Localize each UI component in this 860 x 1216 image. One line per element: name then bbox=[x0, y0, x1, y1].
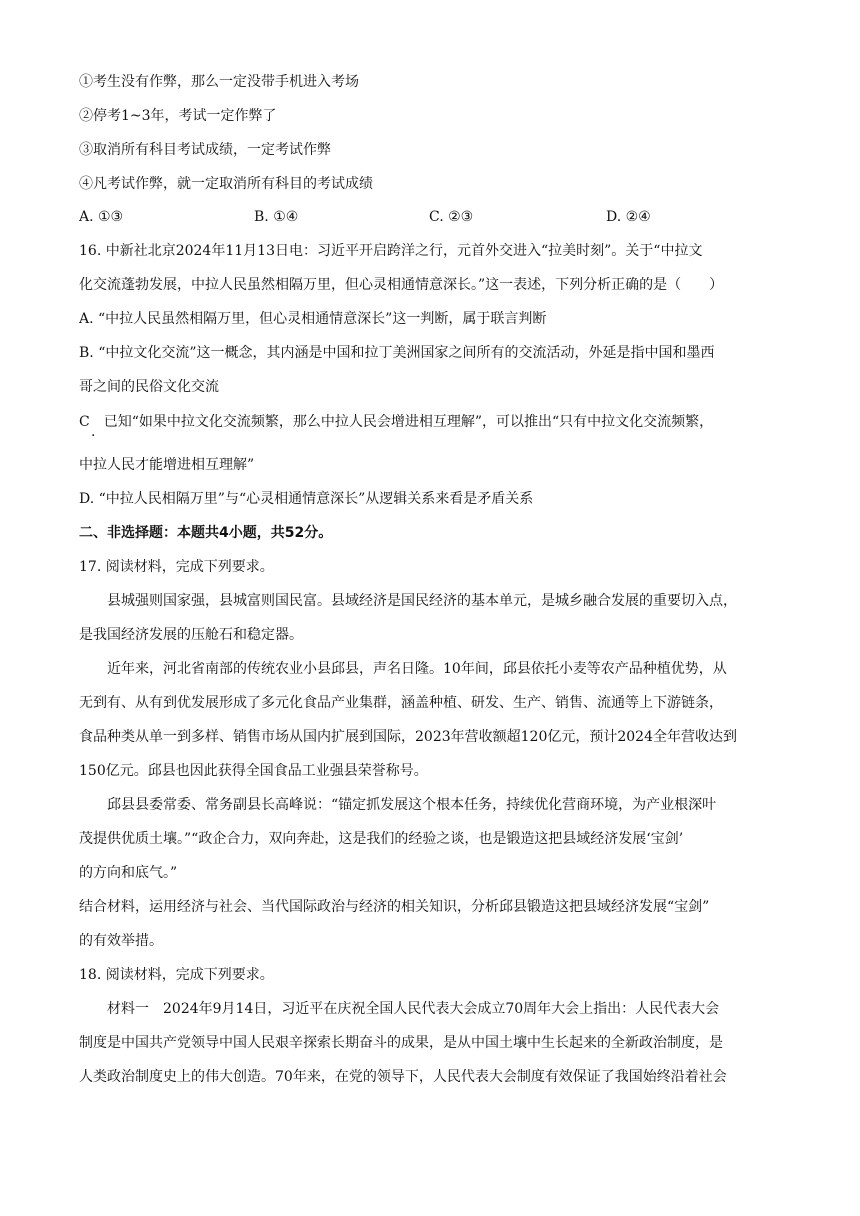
q15-statement-4: ④凡考试作弊，就一定取消所有科目的考试成绩 bbox=[79, 176, 373, 192]
q17-para3-line-1: 邱县县委常委、常务副县长高峰说：“锚定抓发展这个根本任务，持续优化营商环境，为产业根深叶 bbox=[107, 797, 717, 813]
q16-option-c-dot: · bbox=[91, 428, 96, 444]
q16-option-c-line-2: 中拉人民才能增进相互理解” bbox=[79, 457, 255, 473]
q18-material1-line-2: 制度是中国共产党领导中国人民艰辛探索长期奋斗的成果，是从中国土壤中生长起来的全新政治制度，是 bbox=[79, 1035, 723, 1051]
q17-title: 17. 阅读材料，完成下列要求。 bbox=[79, 559, 274, 575]
q15-option-a: A. ①③ bbox=[79, 209, 124, 225]
q17-para3-line-3: 的方向和底气。” bbox=[79, 865, 178, 881]
q17-para1-line-2: 是我国经济发展的压舱石和稳定器。 bbox=[79, 627, 303, 643]
q15-statement-1: ①考生没有作弊，那么一定没带手机进入考场 bbox=[79, 74, 359, 90]
q16-option-a: A. “中拉人民虽然相隔万里，但心灵相通情意深长”这一判断，属于联言判断 bbox=[79, 311, 547, 327]
q16-stem-line-2: 化交流蓬勃发展，中拉人民虽然相隔万里，但心灵相通情意深长。”这一表述，下列分析正确的是（ ） bbox=[79, 277, 724, 293]
q17-para2-line-3: 食品种类从单一到多样、销售市场从国内扩展到国际，2023年营收额超120亿元，预计2024全年营收达到 bbox=[79, 729, 737, 745]
q15-options bbox=[79, 207, 779, 227]
q17-question-line-2: 的有效举措。 bbox=[79, 933, 163, 949]
q17-para1-line-1: 县城强则国家强，县城富则国民富。县域经济是国民经济的基本单元，是城乡融合发展的重要切入点， bbox=[107, 593, 737, 609]
q18-material1-line-3: 人类政治制度史上的伟大创造。70年来，在党的领导下，人民代表大会制度有效保证了我国始终沿着社会 bbox=[79, 1069, 727, 1085]
q17-para2-line-4: 150亿元。邱县也因此获得全国食品工业强县荣誉称号。 bbox=[79, 763, 428, 779]
q15-statement-3: ③取消所有科目考试成绩，一定考试作弊 bbox=[79, 142, 331, 158]
q16-option-b-line-1: B. “中拉文化交流”这一概念，其内涵是中国和拉丁美洲国家之间所有的交流活动，外延是指中国和墨西 bbox=[79, 345, 715, 361]
q16-option-b-line-2: 哥之间的民俗文化交流 bbox=[79, 379, 219, 395]
q16-option-d: D. “中拉人民相隔万里”与“心灵相通情意深长”从逻辑关系来看是矛盾关系 bbox=[79, 491, 534, 507]
section-2-heading: 二、非选择题：本题共4小题，共52分。 bbox=[79, 525, 333, 541]
q15-option-c: C. ②③ bbox=[429, 209, 474, 225]
q18-material1-line-1: 材料一 2024年9月14日，习近平在庆祝全国人民代表大会成立70周年大会上指出：人民代表大会 bbox=[107, 1001, 720, 1017]
q15-statement-2: ②停考1~3年，考试一定作弊了 bbox=[79, 108, 277, 124]
q15-option-d: D. ②④ bbox=[606, 209, 651, 225]
q15-option-b: B. ①④ bbox=[254, 209, 299, 225]
q16-stem-line-1: 16. 中新社北京2024年11月13日电：习近平开启跨洋之行，元首外交进入“拉美时刻”。关于“中拉文 bbox=[79, 243, 703, 259]
q17-question-line-1: 结合材料，运用经济与社会、当代国际政治与经济的相关知识，分析邱县锻造这把县域经济发展“宝剑” bbox=[79, 899, 710, 915]
q18-title: 18. 阅读材料，完成下列要求。 bbox=[79, 967, 274, 983]
q17-para2-line-1: 近年来，河北省南部的传统农业小县邱县，声名日隆。10年间，邱县依托小麦等农产品种植优势，从 bbox=[107, 661, 727, 677]
q17-para3-line-2: 茂提供优质土壤。”“政企合力，双向奔赴，这是我们的经验之谈，也是锻造这把县域经济发展‘宝剑’ bbox=[79, 831, 684, 847]
q17-para2-line-2: 无到有、从有到优发展形成了多元化食品产业集群，涵盖种植、研发、生产、销售、流通等上下游链条， bbox=[79, 695, 723, 711]
q16-option-c-line-1: C 已知“如果中拉文化交流频繁，那么中拉人民会增进相互理解”，可以推出“只有中拉文化交流频繁， bbox=[79, 414, 714, 430]
